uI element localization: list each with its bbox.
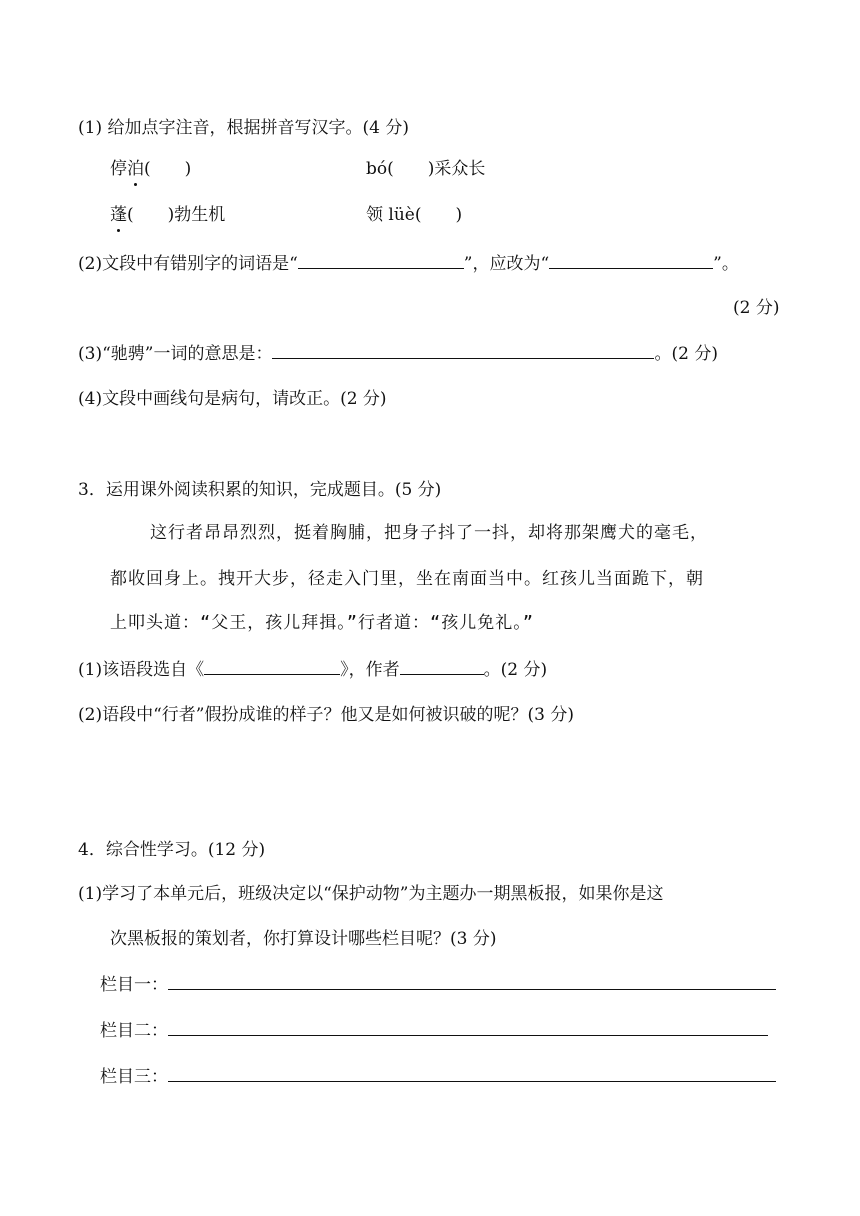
q2-sub1-prompt: (1) 给加点字注音，根据拼音写汉字。(4 分): [78, 118, 409, 138]
q3-passage-line: 这行者昂昂烈烈，挺着胸脯，把身子抖了一抖，却将那架鹰犬的毫毛，: [150, 523, 708, 543]
answer-blank-meaning[interactable]: [272, 342, 654, 359]
answer-blank-column-three[interactable]: [168, 1065, 776, 1082]
column-label: 栏目一：: [100, 975, 168, 995]
prompt-text: 。(2 分): [654, 344, 718, 364]
q2-item-tingbo: [110, 157, 191, 181]
dotted-char: 蓬: [110, 205, 127, 225]
answer-blank-wrong[interactable]: [298, 252, 464, 269]
q4-sub1-line1: (1)学习了本单元后，班级决定以“保护动物”为主题办一期黑板报，如果你是这: [78, 884, 664, 904]
item-text: 停: [110, 159, 127, 179]
q2-item-lingle: 领 lüè( ): [366, 205, 463, 225]
answer-blank-correct[interactable]: [549, 252, 713, 269]
prompt-text: (2)文段中有错别字的词语是“: [78, 254, 298, 274]
prompt-text: 》，作者: [340, 660, 400, 680]
answer-blank-column-one[interactable]: [168, 973, 776, 990]
column-three-row: [100, 1065, 776, 1089]
q3-title: 3．运用课外阅读积累的知识，完成题目。(5 分): [78, 480, 442, 500]
q3-passage-line: 都收回身上。拽开大步，径走入门里，坐在南面当中。红孩儿当面跪下，朝: [110, 569, 704, 589]
column-label: 栏目三：: [100, 1067, 168, 1087]
column-label: 栏目二：: [100, 1021, 168, 1041]
q3-sub2-prompt: (2)语段中“行者”假扮成谁的样子？他又是如何被识破的呢？(3 分): [78, 705, 574, 725]
item-text: ( )勃生机: [127, 205, 226, 225]
column-two-row: [100, 1019, 768, 1043]
prompt-text: ”。: [713, 254, 739, 274]
prompt-text: (1)该语段选自《: [78, 660, 205, 680]
column-one-row: [100, 973, 776, 997]
prompt-text: 。(2 分): [483, 660, 548, 680]
q2-sub4-prompt: (4)文段中画线句是病句，请改正。(2 分): [78, 389, 387, 409]
answer-blank-book[interactable]: [204, 658, 340, 675]
q2-sub2-score: (2 分): [733, 298, 780, 318]
prompt-text: (3)“驰骋”一词的意思是：: [78, 344, 273, 364]
q2-item-bocai: bó( )采众长: [366, 159, 486, 179]
answer-blank-author[interactable]: [400, 658, 484, 675]
answer-blank-column-two[interactable]: [168, 1019, 768, 1036]
dotted-char: 泊: [127, 159, 144, 179]
q2-sub3-prompt: [78, 342, 718, 366]
q4-sub1-line2: 次黑板报的策划者，你打算设计哪些栏目呢？(3 分): [110, 929, 497, 949]
q2-sub2-prompt: [78, 252, 739, 276]
q3-sub1-prompt: [78, 658, 547, 682]
answer-paren: ( ): [144, 159, 192, 179]
q2-item-pengbo: [110, 203, 225, 227]
q4-title: 4．综合性学习。(12 分): [78, 840, 266, 860]
q3-passage-line: 上叩头道：“父王，孩儿拜揖。”行者道：“孩儿免礼。”: [110, 613, 534, 633]
prompt-text: ”，应改为“: [463, 254, 550, 274]
